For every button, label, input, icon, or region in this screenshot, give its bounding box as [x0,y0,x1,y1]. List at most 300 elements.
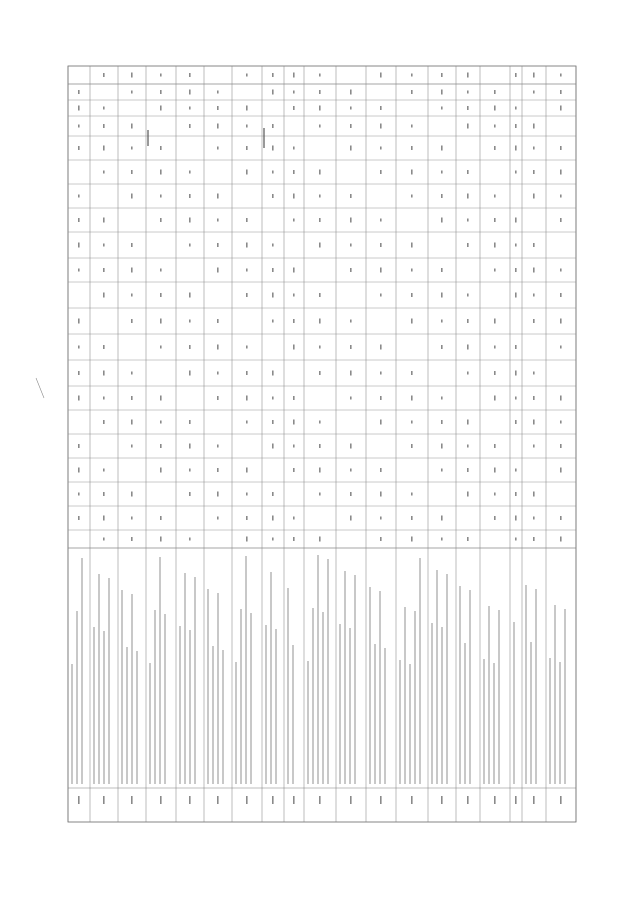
row-number-mark [293,796,295,804]
cell-mark [246,371,248,375]
cell-mark [293,147,295,150]
cell-mark [272,146,274,151]
cell-mark [272,171,274,174]
cell-mark [319,293,321,297]
cell-mark [103,538,105,541]
cell-mark [494,444,496,448]
cell-mark [189,73,191,77]
cell-mark [246,170,248,175]
cell-mark [217,268,219,273]
cell-mark [467,372,469,375]
row-number-mark [131,796,133,804]
cell-mark [131,124,133,129]
cell-mark [189,538,191,541]
cell-mark [103,293,105,298]
cell-mark [350,124,352,128]
table-grid [68,66,576,822]
cell-mark [380,372,382,375]
cell-mark [217,219,219,222]
cell-mark [160,269,162,272]
cell-mark [319,218,321,222]
cell-mark [319,106,321,111]
cell-mark [78,346,80,349]
cell-mark [246,218,248,222]
cell-mark [160,106,162,111]
cell-mark [494,243,496,248]
cell-mark [441,73,443,77]
cell-mark [533,268,535,273]
cell-mark [515,268,517,272]
cell-mark [189,420,191,424]
cell-mark [103,268,105,272]
cell-mark [494,371,496,375]
cell-mark [217,372,219,375]
cell-mark [319,125,321,128]
cell-mark [350,345,352,349]
cell-mark [131,445,133,448]
cell-mark [217,517,219,520]
cell-mark [272,397,274,400]
cell-mark [411,195,413,198]
cell-mark [246,537,248,542]
cell-mark [380,468,382,472]
cell-mark [467,194,469,199]
cell-mark [319,74,321,77]
cell-mark [319,90,321,94]
cell-mark [246,468,248,473]
cell-mark [350,90,352,95]
cell-mark [78,493,80,496]
cell-mark [272,420,274,424]
cell-mark [533,194,535,199]
cell-mark [411,421,413,424]
cell-mark [319,346,321,349]
cell-mark [217,345,219,350]
cell-mark [217,319,219,323]
cell-mark [494,493,496,496]
cell-mark [246,293,248,297]
cell-mark [189,444,191,449]
cell-mark [78,106,80,111]
cell-mark [515,516,517,521]
cell-mark [515,107,517,110]
cell-mark [246,243,248,248]
cell-mark [272,124,274,128]
cell-mark [160,396,162,401]
cell-mark [78,396,80,401]
cell-mark [293,294,295,297]
cell-mark [217,243,219,247]
cell-mark [131,170,133,174]
cell-mark [380,106,382,110]
cell-mark [160,421,162,424]
cell-mark [380,147,382,150]
cell-mark [441,420,443,424]
cell-mark [411,319,413,324]
row-number-mark [160,796,162,804]
cell-mark [411,371,413,375]
cell-mark [319,468,321,473]
cell-mark [350,218,352,223]
cell-mark [350,268,352,272]
cell-mark [515,146,517,151]
cell-mark [560,90,562,94]
cell-mark [515,397,517,400]
cell-mark [494,195,496,198]
cell-mark [103,107,105,110]
cell-mark [467,124,469,129]
cell-mark [380,243,382,247]
cell-mark [189,171,191,174]
cell-mark [441,444,443,449]
cell-mark [441,345,443,349]
cell-mark [293,537,295,541]
row-number-mark [533,796,535,804]
cell-mark [467,106,469,110]
cell-mark [78,218,80,222]
cell-mark [160,293,162,297]
cell-mark [217,91,219,94]
cell-mark [78,516,80,520]
cell-mark [78,125,80,128]
cell-mark [319,493,321,496]
cell-mark [246,421,248,424]
cell-mark [293,106,295,110]
cell-mark [411,243,413,248]
cell-mark [160,516,162,520]
cell-mark [272,244,274,247]
cell-mark [272,293,274,298]
cell-mark [160,195,162,198]
cell-mark [380,345,382,350]
cell-mark [350,516,352,521]
cell-mark [350,146,352,151]
cell-mark [467,91,469,94]
cell-mark [380,124,382,129]
cell-mark [411,396,413,401]
cell-mark [560,516,562,520]
cell-mark [441,107,443,110]
cell-mark [189,345,191,349]
cell-mark [103,469,105,472]
cell-mark [103,73,105,77]
cell-mark [160,468,162,473]
cell-mark [189,469,191,472]
cell-mark [272,492,274,496]
cell-mark [293,91,295,94]
cell-mark [350,469,352,472]
cell-mark [467,420,469,425]
cell-mark [494,396,496,401]
cell-mark [380,219,382,222]
cell-mark [131,73,133,78]
scan-artifacts [36,128,264,398]
cell-mark [560,269,562,272]
cell-mark [494,218,496,222]
cell-mark [441,538,443,541]
row-number-mark [380,796,382,804]
cell-mark [441,171,443,174]
cell-mark [131,268,133,273]
cell-mark [515,492,517,496]
cell-mark [350,107,352,110]
cell-mark [293,468,295,472]
cell-mark [350,320,352,323]
cell-mark [515,469,517,472]
cell-mark [411,146,413,150]
cell-mark [494,319,496,324]
cell-mark [467,345,469,350]
cell-mark [380,537,382,541]
cell-mark [78,371,80,375]
cell-mark [78,319,80,324]
table-border [68,66,576,822]
cell-mark [441,320,443,323]
cell-mark [441,397,443,400]
cell-mark [494,516,496,520]
cell-mark [515,345,517,349]
cell-mark [411,493,413,496]
cell-mark [441,146,443,151]
cell-mark [272,73,274,77]
cell-mark [319,537,321,542]
cell-mark [560,74,562,77]
row-number-mark [272,796,274,804]
cell-mark [103,218,105,223]
cell-mark [494,269,496,272]
row-number-mark [494,796,496,804]
cell-mark [189,244,191,247]
cell-mark [103,244,105,247]
cell-mark [103,397,105,400]
cell-mark [189,320,191,323]
cell-mark [533,396,535,400]
cell-mark [246,74,248,77]
cell-mark [160,346,162,349]
cell-mark [131,243,133,247]
cell-mark [217,147,219,150]
cell-mark [350,492,352,496]
cell-mark [293,345,295,350]
row-number-mark [103,796,105,804]
cell-mark [217,194,219,199]
cell-mark [411,90,413,94]
row-number-mark [350,796,352,804]
cell-mark [441,90,443,95]
cell-mark [160,537,162,542]
cell-mark [411,293,413,297]
cell-mark [533,170,535,174]
row-number-mark [560,796,562,804]
cell-mark [560,293,562,297]
cell-mark [467,294,469,297]
cell-mark [217,492,219,497]
cell-mark [272,371,274,376]
scan-speck [36,378,44,398]
cell-mark [293,268,295,273]
cell-mark [217,396,219,400]
cell-mark [78,146,80,150]
cell-mark [494,106,496,111]
cell-mark [272,444,274,449]
cell-mark [515,124,517,128]
cell-mark [560,444,562,448]
cell-mark [560,106,562,111]
cell-mark [131,194,133,199]
table-cells [78,73,562,542]
cell-mark [350,194,352,198]
cell-mark [103,146,105,151]
cell-mark [533,517,535,520]
cell-mark [441,516,443,521]
cell-mark [515,420,517,424]
cell-mark [411,170,413,175]
cell-mark [131,147,133,150]
cell-mark [293,170,295,174]
cell-mark [319,170,321,175]
cell-mark [319,319,321,324]
cell-mark [560,319,562,324]
cell-mark [515,293,517,298]
cell-mark [380,73,382,78]
cell-mark [103,492,105,496]
cell-mark [131,319,133,323]
cell-mark [246,346,248,349]
cell-mark [246,516,248,520]
cell-mark [131,420,133,425]
cell-mark [350,397,352,400]
cell-mark [293,319,295,323]
cell-mark [217,445,219,448]
cell-mark [189,124,191,128]
cell-mark [293,396,295,400]
cell-mark [103,171,105,174]
cell-mark [560,170,562,175]
cell-mark [467,468,469,472]
cell-mark [560,421,562,424]
cell-mark [131,91,133,94]
cell-mark [533,420,535,425]
cell-mark [533,319,535,323]
cell-mark [272,320,274,323]
cell-mark [560,468,562,473]
cell-mark [189,194,191,198]
cell-mark [160,170,162,175]
cell-mark [217,124,219,129]
cell-mark [246,146,248,150]
cell-mark [411,516,413,520]
cell-mark [78,90,80,94]
cell-mark [350,371,352,376]
cell-mark [246,125,248,128]
cell-mark [160,218,162,222]
cell-mark [319,421,321,424]
cell-mark [494,125,496,128]
cell-mark [131,294,133,297]
cell-mark [467,73,469,78]
cell-mark [533,147,535,150]
cell-mark [560,146,562,150]
cell-mark [560,218,562,222]
row-number-mark [515,796,517,804]
cell-mark [467,319,469,323]
cell-mark [467,445,469,448]
cell-mark [467,243,469,247]
cell-mark [272,268,274,272]
cell-mark [560,195,562,198]
cell-mark [533,372,535,375]
cell-mark [494,468,496,473]
cell-mark [560,537,562,542]
cell-mark [246,269,248,272]
cell-mark [189,107,191,110]
cell-mark [533,445,535,448]
cell-mark [78,243,80,248]
cell-mark [160,90,162,94]
cell-mark [189,492,191,496]
cell-mark [293,219,295,222]
cell-mark [380,396,382,400]
cell-mark [494,146,496,150]
cell-mark [78,444,80,448]
cell-mark [78,195,80,198]
cell-mark [411,537,413,542]
cell-mark [189,293,191,298]
cell-mark [189,90,191,95]
row-number-mark [78,796,80,804]
cell-mark [441,194,443,198]
cell-mark [160,319,162,324]
cell-mark [272,538,274,541]
cell-mark [160,74,162,77]
cell-mark [411,269,413,272]
cell-mark [380,268,382,273]
cell-mark [272,194,274,198]
cell-mark [131,517,133,520]
cell-mark [380,294,382,297]
cell-mark [533,91,535,94]
cell-mark [380,517,382,520]
cell-mark [246,396,248,401]
cell-mark [560,396,562,401]
table-frame [68,66,576,822]
cell-mark [467,170,469,174]
cell-mark [103,371,105,376]
cell-mark [533,537,535,541]
cell-mark [441,293,443,298]
cell-mark [78,468,80,473]
cell-mark [560,346,562,349]
cell-mark [380,170,382,174]
cell-mark [160,146,162,150]
cell-mark [533,243,535,247]
cell-mark [160,444,162,448]
cell-mark [189,371,191,376]
cell-mark [441,218,443,223]
cell-mark [515,538,517,541]
cell-mark [246,493,248,496]
row-number-mark [441,796,443,804]
cell-mark [246,106,248,111]
cell-mark [411,74,413,77]
cell-mark [293,420,295,425]
cell-mark [515,218,517,223]
cell-mark [217,106,219,110]
cell-mark [319,371,321,375]
cell-mark [411,444,413,448]
cell-mark [293,517,295,520]
cell-mark [272,516,274,521]
